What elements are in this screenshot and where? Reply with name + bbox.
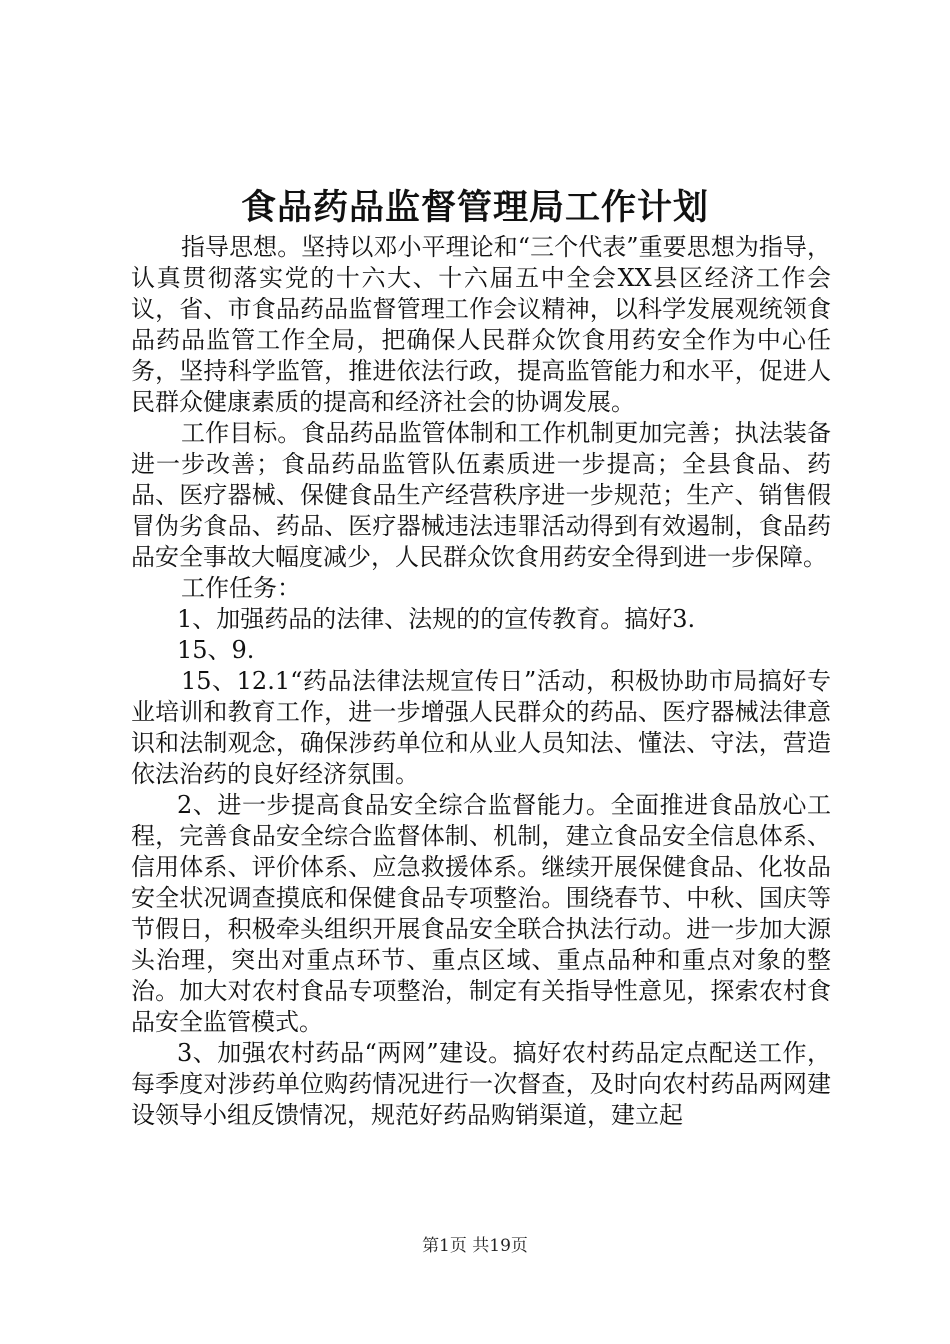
page-number-footer: 第1页 共19页 [422, 1236, 528, 1256]
paragraph-guiding-thought: 指导思想。坚持以邓小平理论和“三个代表”重要思想为指导，认真贯彻落实党的十六大、十六届五中全会XX县区经济工作会议，省、市食品药品监督管理工作会议精神，以科学发展观统领食品药品监管工作全局，把确保人民群众饮食用药安全作为中心任务，坚持科学监管，推进依法行政，提高监管能力和水平，促进人民群众健康素质的提高和经济社会的协调发展。 [131, 233, 831, 416]
paragraph-work-tasks-heading: 工作任务： [181, 574, 301, 602]
paragraph-task-1-dates: 15、9. [177, 636, 255, 664]
paragraph-task-1-continued: 15、12.1“药品法律法规宣传日”活动，积极协助市局搞好专业培训和教育工作，进一步增强人民群众的药品、医疗器械法律意识和法制观念，确保涉药单位和从业人员知法、懂法、守法，营造依法治药的良好经济氛围。 [131, 667, 831, 788]
paragraph-task-1: 1、加强药品的法律、法规的的宣传教育。搞好3. [177, 605, 696, 633]
paragraph-task-2: 2、进一步提高食品安全综合监督能力。全面推进食品放心工程，完善食品安全综合监督体制、机制，建立食品安全信息体系、信用体系、评价体系、应急救援体系。继续开展保健食品、化妆品安全状况调查摸底和保健食品专项整治。围绕春节、中秋、国庆等节假日，积极牵头组织开展食品安全联合执法行动。进一步加大源头治理，突出对重点环节、重点区域、重点品种和重点对象的整治。加大对农村食品专项整治，制定有关指导性意见，探索农村食品安全监管模式。 [131, 791, 831, 1036]
paragraph-task-3: 3、加强农村药品“两网”建设。搞好农村药品定点配送工作，每季度对涉药单位购药情况进行一次督查，及时向农村药品两网建设领导小组反馈情况，规范好药品购销渠道，建立起 [131, 1039, 831, 1129]
document-title: 食品药品监督管理局工作计划 [240, 187, 709, 228]
paragraph-work-goals: 工作目标。食品药品监管体制和工作机制更加完善；执法装备进一步改善；食品药品监管队伍素质进一步提高；全县食品、药品、医疗器械、保健食品生产经营秩序进一步规范；生产、销售假冒伪劣食品、药品、医疗器械违法违罪活动得到有效遏制，食品药品安全事故大幅度减少，人民群众饮食用药安全得到进一步保障。 [131, 419, 831, 571]
document-body [131, 232, 831, 1131]
